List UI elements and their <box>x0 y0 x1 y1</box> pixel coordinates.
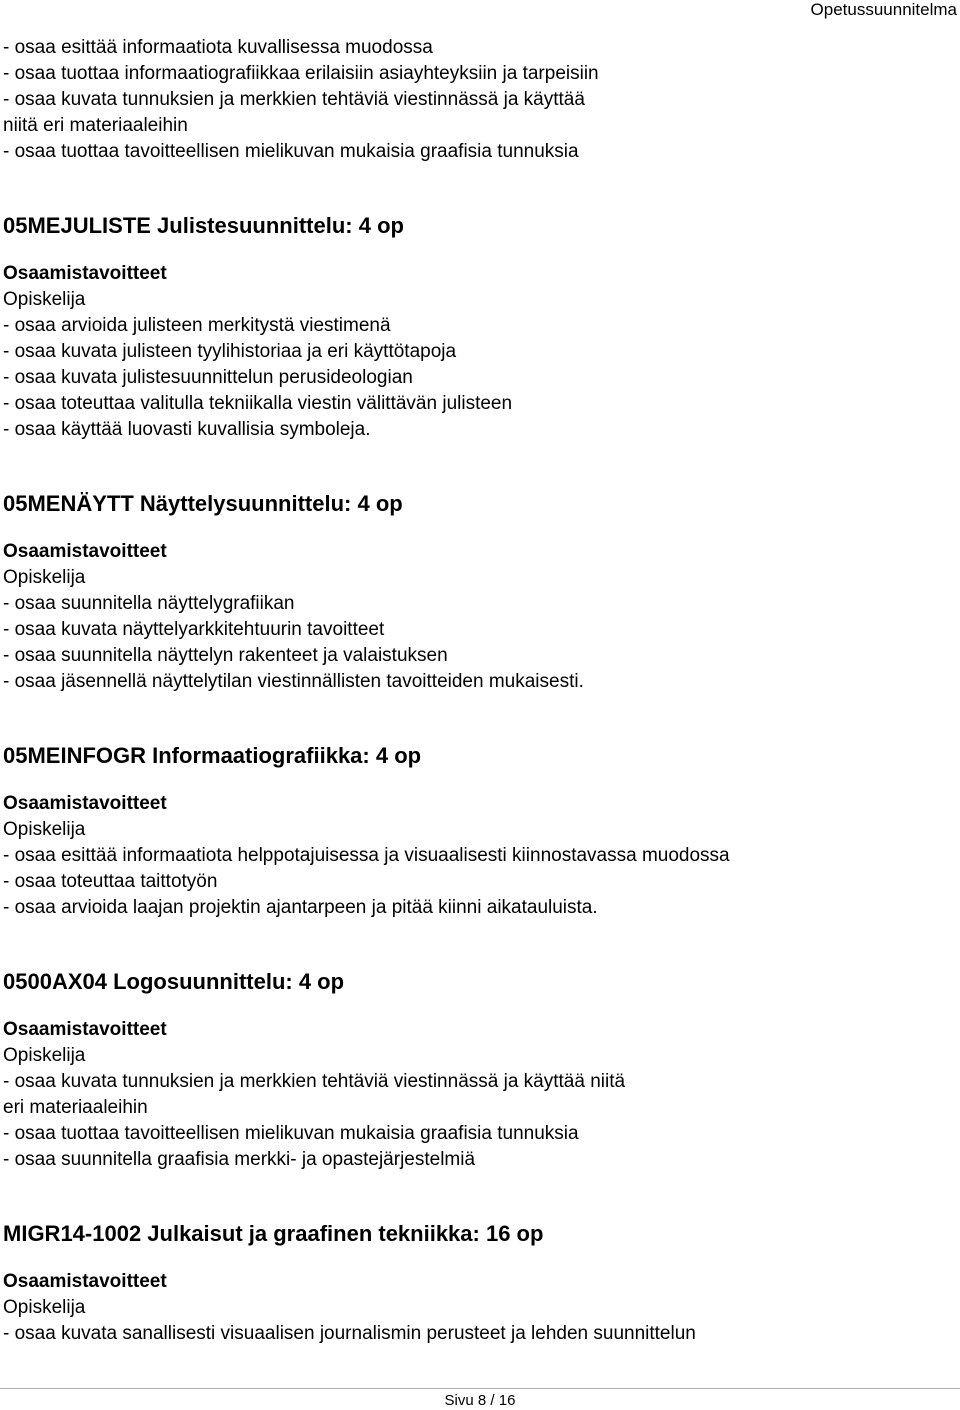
course-section <box>3 213 953 443</box>
list-item: - osaa tuottaa tavoitteellisen mielikuvan mukaisia graafisia tunnuksia <box>3 141 579 162</box>
list-item: - osaa tuottaa informaatiografiikkaa erilaisiin asiayhteyksiin ja tarpeisiin <box>3 63 599 84</box>
list-item: - osaa jäsennellä näyttelytilan viestinnällisten tavoitteiden mukaisesti. <box>3 671 584 692</box>
list-item: - osaa kuvata julistesuunnittelun perusideologian <box>3 367 413 388</box>
role-label: Opiskelija <box>3 1045 86 1066</box>
list-item: - osaa esittää informaatiota helppotajuisessa ja visuaalisesti kiinnostavassa muodossa <box>3 845 730 866</box>
list-item: - osaa toteuttaa valitulla tekniikalla viestin välittävän julisteen <box>3 393 513 414</box>
list-item: - osaa käyttää luovasti kuvallisia symboleja. <box>3 419 371 440</box>
list-item: - osaa suunnitella näyttelyn rakenteet ja valaistuksen <box>3 645 448 666</box>
role-label: Opiskelija <box>3 1297 86 1318</box>
list-item: - osaa arvioida laajan projektin ajantarpeen ja pitää kiinni aikatauluista. <box>3 897 598 918</box>
course-section <box>3 743 953 921</box>
course-section <box>3 969 953 1173</box>
course-title: 05MENÄYTT Näyttelysuunnittelu: 4 op <box>3 491 403 516</box>
course-title: 0500AX04 Logosuunnittelu: 4 op <box>3 969 345 994</box>
list-item: - osaa kuvata näyttelyarkkitehtuurin tavoitteet <box>3 619 385 640</box>
course-title: 05MEINFOGR Informaatiografiikka: 4 op <box>3 743 422 768</box>
course-title: MIGR14-1002 Julkaisut ja graafinen tekniikka: 16 op <box>3 1221 544 1246</box>
list-item: - osaa kuvata tunnuksien ja merkkien tehtäviä viestinnässä ja käyttää <box>3 89 585 110</box>
footer-divider <box>0 1388 960 1389</box>
role-label: Opiskelija <box>3 819 86 840</box>
list-item: - osaa esittää informaatiota kuvallisessa muodossa <box>3 37 433 58</box>
list-item: - osaa kuvata julisteen tyylihistoriaa ja eri käyttötapoja <box>3 341 457 362</box>
document-label: Opetussuunnitelma <box>810 0 957 19</box>
page-number: Sivu 8 / 16 <box>444 1392 516 1409</box>
list-item: - osaa suunnitella graafisia merkki- ja opastejärjestelmiä <box>3 1149 476 1170</box>
list-item: - osaa kuvata sanallisesti visuaalisen journalismin perusteet ja lehden suunnittelun <box>3 1323 696 1344</box>
list-item: - osaa tuottaa tavoitteellisen mielikuvan mukaisia graafisia tunnuksia <box>3 1123 579 1144</box>
intro-list <box>3 35 953 165</box>
course-section <box>3 491 953 695</box>
outcomes-heading: Osaamistavoitteet <box>3 1019 167 1040</box>
course-title: 05MEJULISTE Julistesuunnittelu: 4 op <box>3 213 404 238</box>
list-item: niitä eri materiaaleihin <box>3 115 188 136</box>
outcomes-heading: Osaamistavoitteet <box>3 541 167 562</box>
outcomes-heading: Osaamistavoitteet <box>3 1271 167 1292</box>
list-item: - osaa arvioida julisteen merkitystä viestimenä <box>3 315 391 336</box>
course-section <box>3 1221 953 1347</box>
outcomes-heading: Osaamistavoitteet <box>3 263 167 284</box>
page-content <box>3 35 953 1347</box>
role-label: Opiskelija <box>3 567 86 588</box>
list-item: eri materiaaleihin <box>3 1097 148 1118</box>
list-item: - osaa kuvata tunnuksien ja merkkien tehtäviä viestinnässä ja käyttää niitä <box>3 1071 626 1092</box>
list-item: - osaa toteuttaa taittotyön <box>3 871 218 892</box>
list-item: - osaa suunnitella näyttelygrafiikan <box>3 593 295 614</box>
outcomes-heading: Osaamistavoitteet <box>3 793 167 814</box>
role-label: Opiskelija <box>3 289 86 310</box>
